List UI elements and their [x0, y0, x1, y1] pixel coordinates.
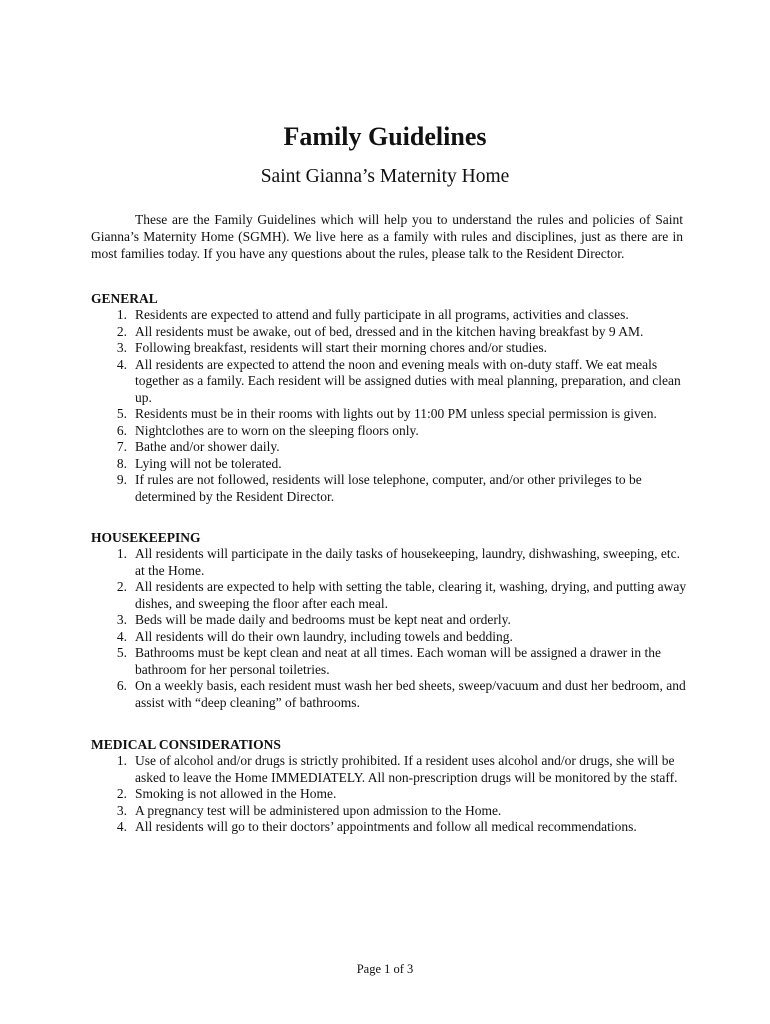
page-number: Page 1 of 3: [356, 962, 414, 976]
list-item-number: 5.: [116, 645, 127, 660]
list-item: [91, 406, 691, 423]
list-item-text: All residents will participate in the daily tasks of housekeeping, laundry, dishwashing, sweeping, etc. at the Home.: [135, 546, 681, 578]
list-item: [91, 819, 691, 836]
list-item-number: 6.: [116, 422, 127, 438]
list-item-number: 2.: [116, 786, 127, 801]
list-item: [91, 307, 691, 324]
list-item: [91, 472, 691, 505]
list-item-number: 1.: [116, 753, 127, 768]
list-item-number: 4.: [116, 819, 127, 834]
list-item-number: 1.: [116, 307, 127, 322]
list-item: [91, 678, 691, 711]
list-item: [91, 753, 691, 786]
list-item: [91, 546, 691, 579]
list-item: [91, 579, 691, 612]
list-item-text: All residents will go to their doctors’ appointments and follow all medical recommendations.: [135, 819, 637, 834]
list-item-number: 2.: [116, 579, 127, 594]
section-heading: HOUSEKEEPING: [91, 530, 201, 545]
list-item: [91, 629, 691, 646]
list-item-text: Residents must be in their rooms with lights out by 11:00 PM unless special permission is given.: [135, 406, 657, 421]
list-item-text: All residents are expected to help with setting the table, clearing it, washing, drying, and putting away dishes, and sweeping the floor after each meal.: [135, 579, 687, 611]
list-item: [91, 439, 691, 456]
list-item-text: Smoking is not allowed in the Home.: [135, 786, 337, 801]
list-item: [91, 357, 691, 407]
list-item-number: 4.: [116, 356, 127, 372]
list-item-text: Beds will be made daily and bedrooms must be kept neat and orderly.: [135, 612, 511, 627]
section-general: [91, 290, 691, 505]
list-item-number: 8.: [116, 455, 127, 471]
list-item-number: 3.: [116, 612, 127, 627]
list-item-number: 1.: [116, 546, 127, 561]
list-item: [91, 803, 691, 820]
list-item: [91, 324, 691, 341]
list-item: [91, 786, 691, 803]
medical-list: [91, 753, 691, 836]
list-item: [91, 423, 691, 440]
list-item-number: 2.: [116, 323, 127, 339]
list-item-text: If rules are not followed, residents will lose telephone, computer, and/or other privileges to be determined by the Resident Director.: [135, 472, 642, 504]
section-housekeeping: [91, 529, 691, 711]
document-title: Family Guidelines: [283, 122, 487, 151]
list-item: [91, 340, 691, 357]
list-item-number: 3.: [116, 802, 127, 818]
general-list: [91, 307, 691, 505]
list-item-number: 5.: [116, 406, 127, 421]
document-subtitle: Saint Gianna’s Maternity Home: [260, 166, 510, 187]
list-item-number: 7.: [116, 439, 127, 454]
list-item-text: Nightclothes are to worn on the sleeping floors only.: [135, 422, 419, 438]
list-item-text: On a weekly basis, each resident must wash her bed sheets, sweep/vacuum and dust her bedroom, and assist with “deep cleaning” of bathrooms.: [135, 678, 686, 710]
list-item-number: 6.: [116, 678, 127, 693]
list-item-text: All residents are expected to attend the noon and evening meals with on-duty staff. We eat meals together as a family. Each resident will be assigned duties with meal planning, preparation, and clean up.: [135, 356, 681, 405]
list-item: [91, 456, 691, 473]
list-item-text: A pregnancy test will be administered upon admission to the Home.: [135, 802, 502, 818]
list-item-text: Following breakfast, residents will start their morning chores and/or studies.: [135, 340, 548, 355]
section-medical-considerations: [91, 736, 691, 836]
list-item-text: Use of alcohol and/or drugs is strictly prohibited. If a resident uses alcohol and/or drugs, she will be asked to leave the Home IMMEDIATELY. All non-prescription drugs will be monitored by the staff.: [135, 753, 678, 785]
list-item-text: All residents will do their own laundry, including towels and bedding.: [135, 628, 513, 644]
housekeeping-list: [91, 546, 691, 711]
list-item-text: All residents must be awake, out of bed, dressed and in the kitchen having breakfast by 9 AM.: [135, 323, 644, 339]
list-item: [91, 645, 691, 678]
list-item-number: 4.: [116, 628, 127, 644]
section-heading: GENERAL: [91, 291, 158, 306]
list-item-text: Residents are expected to attend and fully participate in all programs, activities and classes.: [135, 307, 629, 322]
section-heading: MEDICAL CONSIDERATIONS: [91, 737, 281, 752]
list-item-text: Bathe and/or shower daily.: [135, 439, 280, 454]
list-item-number: 3.: [116, 340, 127, 355]
list-item-number: 9.: [116, 472, 127, 487]
list-item-text: Lying will not be tolerated.: [135, 455, 282, 471]
list-item-text: Bathrooms must be kept clean and neat at all times. Each woman will be assigned a drawer in the bathroom for her personal toiletries.: [135, 645, 661, 677]
intro-paragraph: These are the Family Guidelines which will help you to understand the rules and policies of Saint Gianna’s Maternity Home (SGMH). We live here as a family with rules and disciplines, just as there are in most families today. If you have any questions about the rules, please talk to the Resident Director.: [91, 212, 683, 261]
list-item: [91, 612, 691, 629]
